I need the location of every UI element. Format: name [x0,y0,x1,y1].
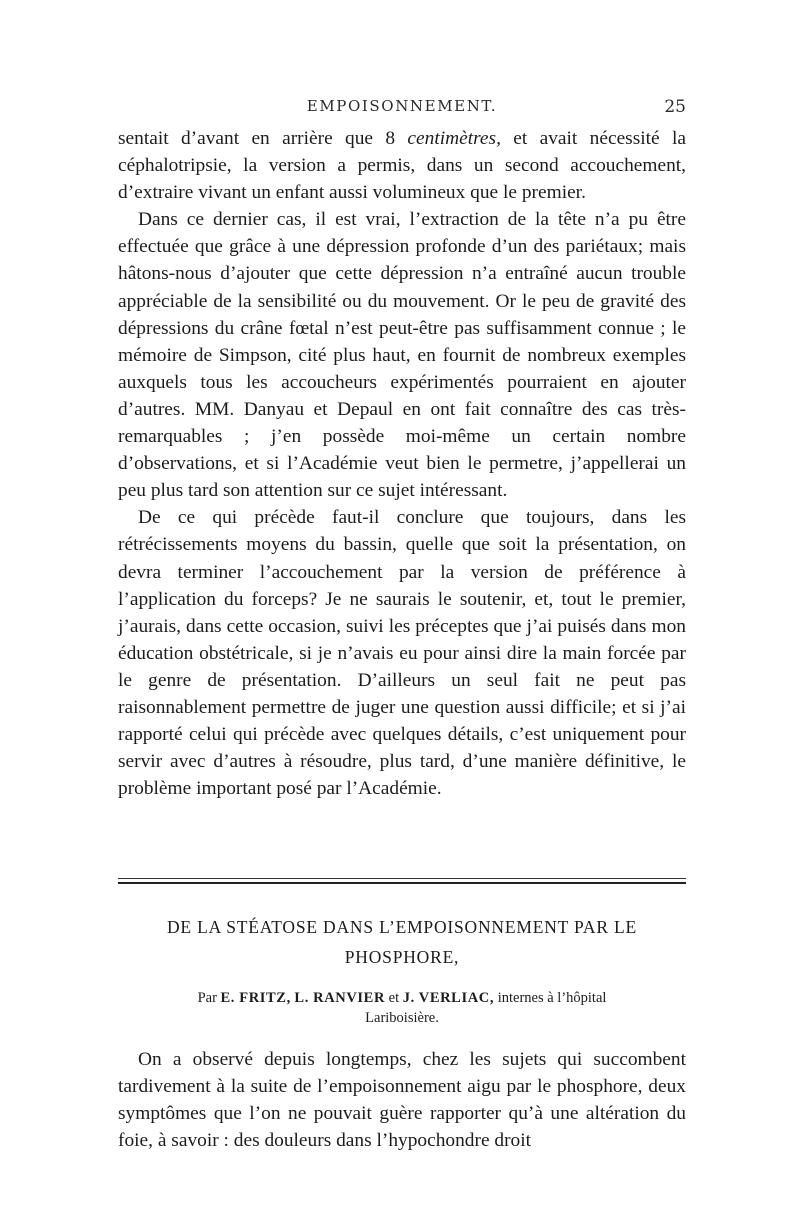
text-block-new-article [118,1046,686,1154]
byline [118,988,686,1028]
byline-prefix: Par [197,990,221,1006]
paragraph-1 [118,125,686,206]
paragraph-3: De ce qui précède faut-il conclure que toujours, dans les rétrécissements moyens du bassin, quelle que soit la présentation, on devra terminer l’accouchement par la version de préférence à l’application du forceps? Je ne saurais le soutenir, et, tout le premier, j’aurais, dans cette occasion, suivi les préceptes que j’ai puisés dans mon éducation obstétricale, si je n’avais eu pour ainsi dire la main forcée par le genre de présentation. D’ailleurs un seul fait ne peut pas raisonnablement permettre de juger une question aussi difficile; et si j’ai rapporté celui qui précède avec quelques détails, c’est uniquement pour servir avec d’autres à résoudre, plus tard, d’une manière définitive, le problème important posé par l’Académie. [118,507,686,800]
article-title [118,912,686,972]
byline-institution: Lariboisière. [365,1010,439,1026]
article-first-paragraph: On a observé depuis longtemps, chez les sujets qui succombent tardivement à la suite de l’empoisonnement aigu par le phosphore, deux symptômes que l’on ne pouvait guère rapporter qu’à une altération du foie, à savoir : des douleurs dans l’hypochondre droit [118,1049,686,1152]
author-fritz: E. FRITZ, [220,990,291,1006]
page-number: 25 [664,97,686,117]
text-block-continued-article [118,125,686,802]
byline-authors [118,988,686,1008]
running-title: EMPOISONNEMENT. [306,97,498,115]
section-divider-thin [118,878,686,879]
byline-suffix: internes à l’hôpital [494,990,607,1006]
article-title-line-2: PHOSPHORE, [344,947,460,967]
author-verliac: J. VERLIAC, [402,990,495,1006]
author-ranvier: L. RANVIER [294,990,386,1006]
article-title-line-1: DE LA STÉATOSE DANS L’EMPOISONNEMENT PAR LE [166,917,637,937]
paragraph-1-end: et avait nécessité la céphalotripsie, la version a permis, dans un second accouchement, d’extraire vivant un enfant aussi volumineux que le premier. [118,128,686,204]
section-divider-thick [118,882,686,884]
paragraph-1-italic: centimètres, [407,128,501,149]
running-head [118,97,686,121]
byline-conjunction: et [385,990,403,1006]
paragraph-2: Dans ce dernier cas, il est vrai, l’extraction de la tête n’a pu être effectuée que grâce à une dépression profonde d’un des pariétaux; mais hâtons-nous d’ajouter que cette dépression n’a entraîné aucun trouble appréciable de la sensibilité ou du mouvement. Or le peu de gravité des dépressions du crâne fœtal n’est peut-être pas suffisamment connue ; le mémoire de Simpson, cité plus haut, en fournit de nombreux exemples auxquels tous les accoucheurs expérimentés pourraient en ajouter d’autres. MM. Danyau et Depaul en ont fait connaître des cas très-remarquables ; j’en possède moi-même un certain nombre d’observations, et si l’Académie veut bien le permetre, j’appellerai un peu plus tard son attention sur ce sujet intéressant. [118,209,686,502]
paragraph-1-start: sentait d’avant en arrière que 8 [118,128,408,149]
